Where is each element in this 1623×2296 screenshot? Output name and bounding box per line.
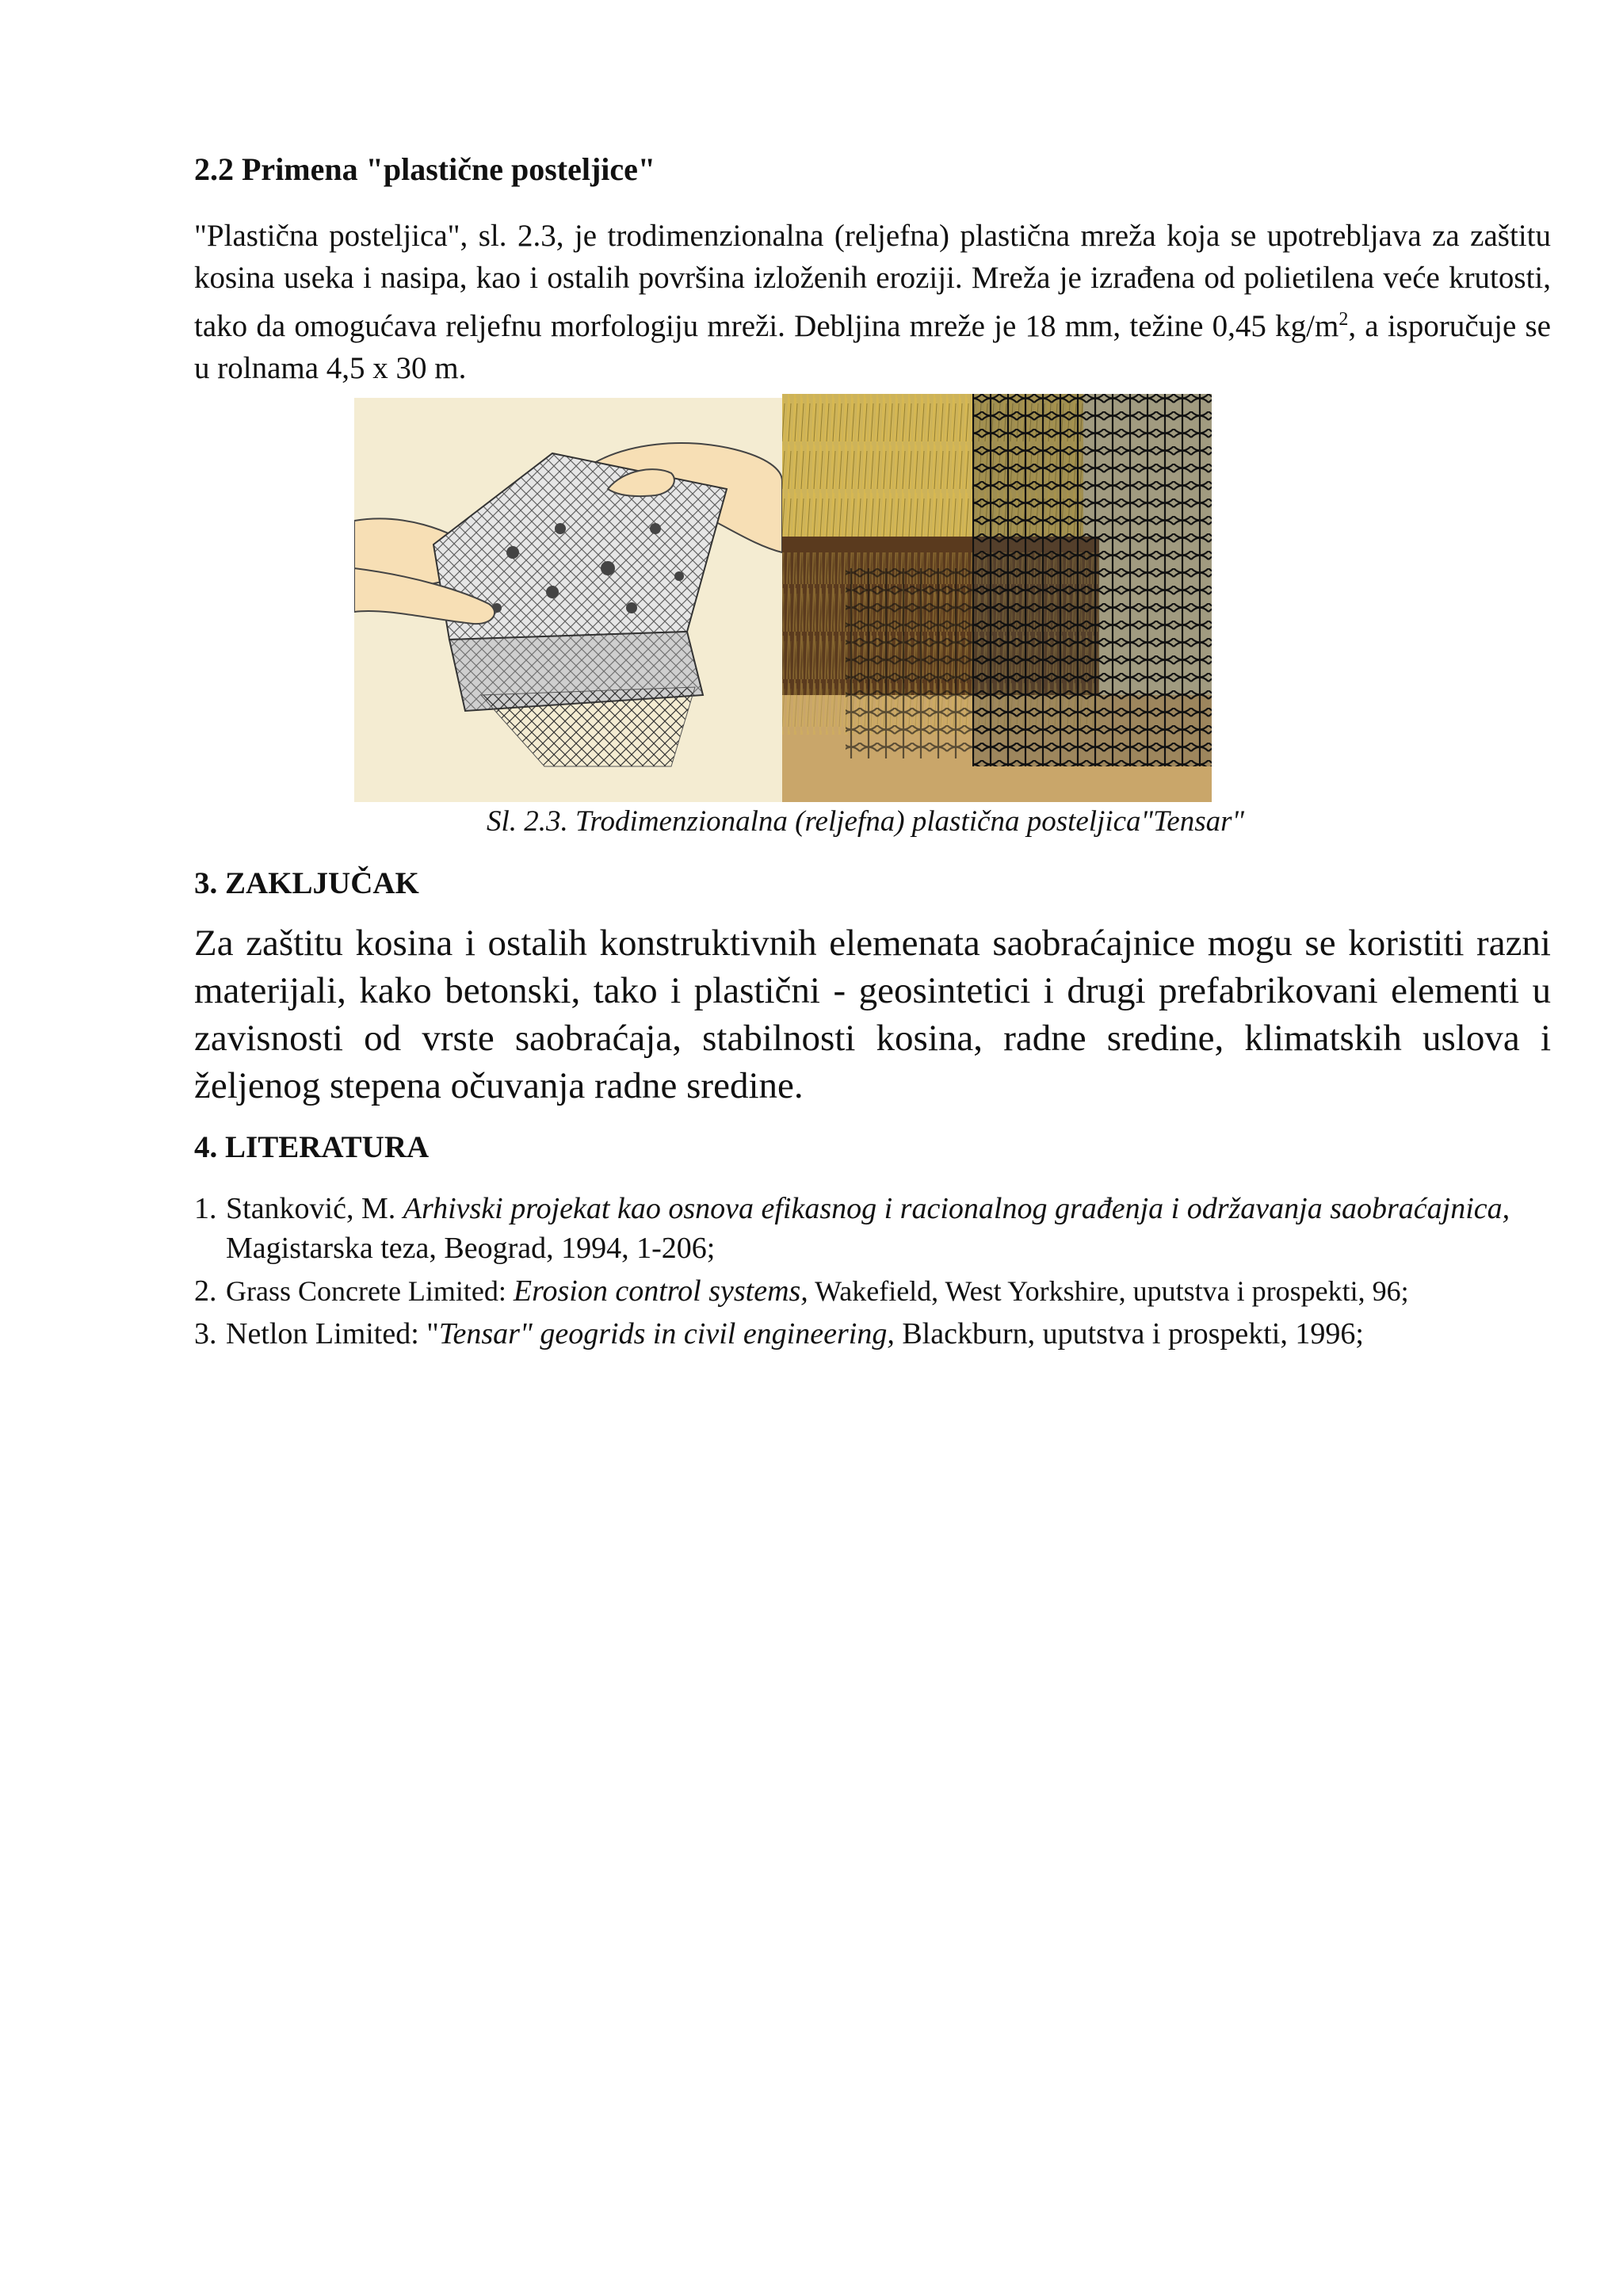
- figure-illustration: [354, 394, 1212, 802]
- photo-panel: [782, 394, 1212, 802]
- section-heading-3: 3. ZAKLJUČAK: [194, 866, 419, 900]
- reference-title: Tensar" geogrids in civil engineering,: [438, 1317, 895, 1350]
- reference-author: Stanković, M.: [226, 1192, 403, 1225]
- paragraph-text-end: , a isporučuje se u rolnama 4,5 x 30 m.: [194, 309, 1551, 385]
- reference-title: Erosion control systems,: [513, 1274, 808, 1308]
- section-heading-2-2: 2.2 Primena "plastične posteljice": [194, 151, 656, 187]
- reference-details: Magistarska teza, Beograd, 1994, 1-206;: [226, 1232, 716, 1265]
- reference-item: [194, 1189, 1573, 1268]
- reference-details: Wakefield, West Yorkshire, uputstva i prospekti, 96;: [808, 1275, 1409, 1307]
- figure-caption: Sl. 2.3. Trodimenzionalna (reljefna) plastična posteljica"Tensar": [486, 805, 1245, 838]
- reference-author: Netlon Limited: ": [226, 1317, 439, 1350]
- reference-number: 1.: [194, 1192, 217, 1225]
- reference-item: [194, 1314, 1573, 1354]
- section-heading-4: 4. LITERATURA: [194, 1130, 430, 1164]
- sketch-panel: [354, 398, 782, 802]
- paragraph-text: "Plastična posteljica", sl. 2.3, je trodimenzionalna (reljefna) plastična mreža koja se upotrebljava za zaštitu kosina useka i nasipa, kao i ostalih površina izloženih eroziji. Mreža je izrađena od polietilena veće krutosti, tako da omogućava reljefnu morfologiju mreži. Debljina mreže je 18 mm, težine 0,45 kg/m: [194, 219, 1551, 343]
- reference-number: 2.: [194, 1274, 217, 1308]
- superscript: 2: [1338, 309, 1349, 330]
- reference-list: [194, 1189, 1573, 1357]
- reference-author: Grass Concrete Limited:: [226, 1275, 514, 1307]
- reference-title: Arhivski projekat kao osnova efikasnog i racionalnog građenja i održavanja saobraćajnica,: [403, 1192, 1510, 1225]
- section-2-2-paragraph: [194, 216, 1551, 389]
- reference-item: [194, 1271, 1573, 1311]
- conclusion-paragraph: Za zaštitu kosina i ostalih konstruktivnih elemenata saobraćajnice mogu se koristiti razni materijali, kako betonski, tako i plastični - geosintetici i drugi prefabrikovani elementi u zavisnosti od vrste saobraćaja, stabilnosti kosina, radne sredine, klimatskih uslova i željenog stepena očuvanja radne sredine.: [194, 923, 1551, 1106]
- reference-details: Blackburn, uputstva i prospekti, 1996;: [894, 1317, 1364, 1350]
- figure-2-3: [354, 394, 1212, 802]
- reference-number: 3.: [194, 1317, 217, 1350]
